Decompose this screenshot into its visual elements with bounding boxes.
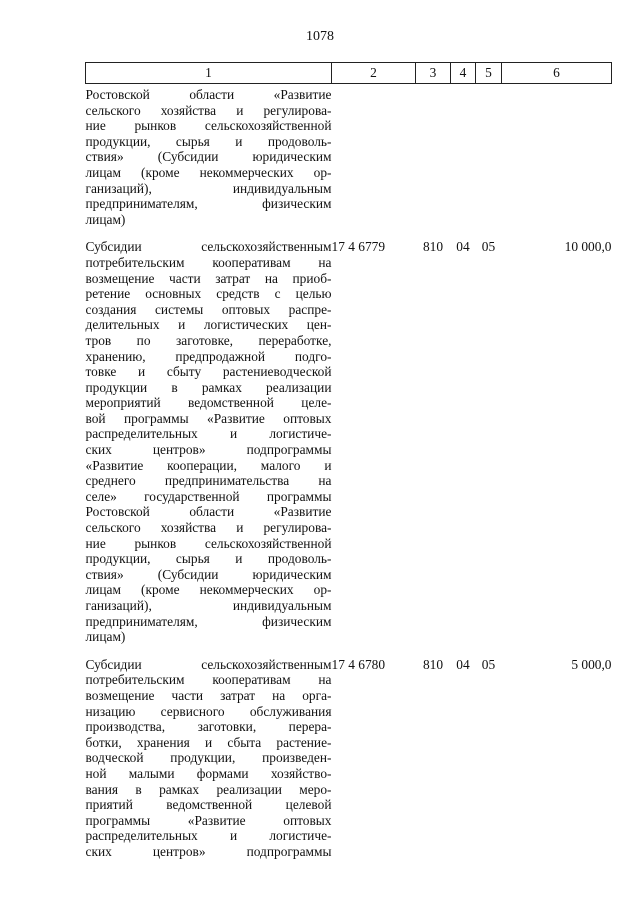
description-line: хранению, предпродажной подго- [85, 348, 332, 364]
description-line: тров по заготовке, переработке, [85, 332, 332, 348]
description-line: вой программы «Развитие оптовых [85, 410, 332, 426]
description-line: Субсидии сельскохозяйственным [85, 656, 332, 672]
table-row [86, 239, 612, 656]
description-line: ских центров» подпрограммы [85, 442, 332, 458]
column-header: 6 [502, 63, 612, 84]
description-line: ние рынков сельскохозяйственной [85, 535, 332, 551]
row-subsection [476, 84, 502, 240]
column-header: 2 [332, 63, 416, 84]
row-section: 04 [456, 656, 470, 672]
description-line: сельского хозяйства и регулирова- [85, 520, 332, 536]
description-line: лицам (кроме некоммерческих ор- [85, 582, 332, 598]
description-line: «Развитие кооперации, малого и [85, 457, 332, 473]
row-amount: 10 000,0 [564, 239, 612, 255]
description-line: предпринимателям, физическим [85, 196, 332, 212]
description-line: Ростовской области «Развитие [85, 87, 332, 102]
row-subsection: 05 [481, 239, 496, 255]
description-line: возмещение части затрат на орга- [85, 687, 332, 703]
description-line: ских центров» подпрограммы [85, 843, 332, 859]
row-description [86, 657, 332, 872]
table-row [86, 657, 612, 872]
description-line: распределительных и логистиче- [85, 426, 332, 442]
description-line: водческой продукции, произведен- [85, 750, 332, 766]
column-header: 4 [451, 63, 476, 84]
row-target-code: 17 4 6779 [331, 239, 386, 255]
description-line: селе» государственной программы [85, 488, 332, 504]
description-line: предпринимателям, физическим [85, 613, 332, 629]
description-line: низацию сервисного обслуживания [85, 703, 332, 719]
description-line: товке и сбыту растениеводческой [85, 364, 332, 380]
row-expense-type: 810 [422, 239, 444, 255]
row-description [86, 239, 332, 656]
row-target-code [332, 84, 416, 240]
description-line: среднего предпринимательства на [85, 473, 332, 489]
description-line: потребительским кооперативам на [85, 672, 332, 688]
page-number: 1078 [306, 29, 334, 44]
row-section: 04 [456, 239, 470, 255]
table-header-row [86, 63, 612, 84]
row-expense-type: 810 [422, 656, 444, 672]
description-line: ствия» (Субсидии юридическим [85, 149, 332, 165]
description-line: создания системы оптовых распре- [85, 301, 332, 317]
description-line: продукции в рамках реализации [85, 379, 332, 395]
description-line: производства, заготовки, перера- [85, 719, 332, 735]
description-line: продукции, сырья и продоволь- [85, 551, 332, 567]
row-amount [502, 84, 612, 240]
description-line: ганизаций), индивидуальным [85, 180, 332, 196]
table-row [86, 84, 612, 240]
row-subsection: 05 [481, 656, 496, 672]
description-line: программы «Развитие оптовых [85, 812, 332, 828]
description-line: ствия» (Субсидии юридическим [85, 566, 332, 582]
description-line: ние рынков сельскохозяйственной [85, 118, 332, 134]
row-expense-type [416, 84, 451, 240]
row-target-code: 17 4 6780 [331, 656, 386, 672]
description-line: ретение основных средств с целью [85, 286, 332, 302]
column-header: 3 [416, 63, 451, 84]
description-line: сельского хозяйства и регулирова- [85, 102, 332, 118]
description-line: ганизаций), индивидуальным [85, 598, 332, 613]
description-line: распределительных и логистиче- [85, 828, 332, 844]
description-line: лицам (кроме некоммерческих ор- [85, 164, 332, 180]
row-amount: 5 000,0 [571, 656, 612, 672]
column-header: 5 [476, 63, 502, 84]
description-line: лицам) [85, 211, 126, 227]
row-description [86, 84, 332, 240]
description-line: Ростовской области «Развитие [85, 504, 332, 520]
description-line: потребительским кооперативам на [85, 254, 332, 270]
description-line: вания в рамках реализации меро- [85, 781, 332, 797]
description-line: мероприятий ведомственной целе- [85, 395, 332, 411]
description-line: приятий ведомственной целевой [85, 797, 332, 813]
budget-table [85, 62, 612, 872]
description-line: Субсидии сельскохозяйственным [85, 239, 332, 255]
description-line: лицам) [85, 629, 126, 645]
description-line: ботки, хранения и сбыта растение- [85, 734, 332, 750]
description-line: ной малыми формами хозяйство- [85, 765, 332, 781]
description-line: продукции, сырья и продоволь- [85, 133, 332, 149]
description-line: возмещение части затрат на приоб- [85, 270, 332, 286]
column-header: 1 [86, 63, 332, 84]
row-section [451, 84, 476, 240]
description-line: делительных и логистических цен- [85, 317, 332, 333]
